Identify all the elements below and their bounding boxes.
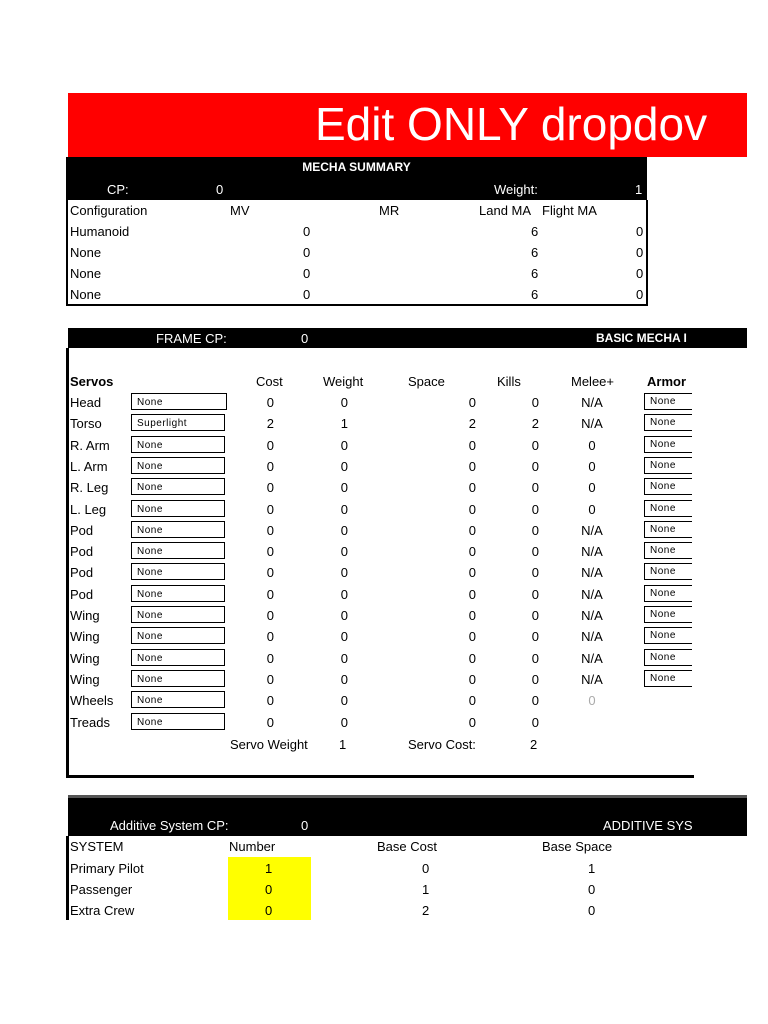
servo-weight: 0	[340, 459, 348, 474]
servo-space: 0	[468, 438, 476, 453]
servo-cost: 0	[266, 651, 274, 666]
header-mr: MR	[379, 203, 400, 218]
servo-name: Pod	[70, 523, 94, 538]
config-mv: 0	[303, 224, 311, 239]
armor-dropdown[interactable]: None	[644, 649, 692, 666]
servo-kills: 0	[531, 480, 539, 495]
header-weight: Weight	[323, 374, 364, 389]
system-base-space: 1	[588, 861, 596, 876]
servo-type-dropdown[interactable]: None	[131, 649, 225, 666]
servo-space: 0	[468, 544, 476, 559]
servo-melee: N/A	[581, 544, 603, 559]
servo-space: 0	[468, 480, 476, 495]
config-mv: 0	[303, 287, 311, 302]
servo-space: 0	[468, 523, 476, 538]
servo-melee: N/A	[581, 587, 603, 602]
servo-type-dropdown[interactable]: None	[131, 436, 225, 453]
weight-value: 1	[635, 182, 643, 197]
servo-weight: 0	[340, 438, 348, 453]
servo-space: 0	[468, 608, 476, 623]
servo-cost: 0	[266, 715, 274, 730]
servo-name: Head	[70, 395, 102, 410]
servo-name: Treads	[70, 715, 110, 730]
servo-kills: 0	[531, 565, 539, 580]
servo-melee: N/A	[581, 629, 603, 644]
header-cost: Cost	[256, 374, 283, 389]
servo-name: Wheels	[70, 693, 114, 708]
summary-table	[66, 200, 648, 306]
servo-type-dropdown[interactable]: None	[131, 500, 225, 517]
header-servos: Servos	[70, 374, 114, 389]
servo-space: 2	[468, 416, 476, 431]
servo-cost: 0	[266, 395, 274, 410]
additive-cp-label: Additive System CP:	[110, 818, 229, 833]
header-configuration: Configuration	[70, 203, 148, 218]
servo-type-dropdown[interactable]: None	[131, 585, 225, 602]
servo-cost-value: 2	[530, 737, 538, 752]
servo-kills: 0	[531, 523, 539, 538]
armor-dropdown[interactable]: None	[644, 457, 692, 474]
servo-name: Pod	[70, 565, 94, 580]
servo-cost: 0	[266, 523, 274, 538]
servo-space: 0	[468, 502, 476, 517]
servo-weight: 0	[340, 693, 348, 708]
servo-kills: 0	[531, 715, 539, 730]
servo-name: L. Arm	[70, 459, 108, 474]
servo-melee: N/A	[581, 608, 603, 623]
armor-dropdown[interactable]: None	[644, 414, 692, 431]
config-name[interactable]: None	[70, 287, 102, 302]
servo-kills: 0	[531, 587, 539, 602]
servo-melee: N/A	[581, 523, 603, 538]
servo-kills: 0	[531, 502, 539, 517]
servo-cost: 0	[266, 629, 274, 644]
config-flight-ma: 0	[636, 287, 644, 302]
armor-dropdown[interactable]: None	[644, 436, 692, 453]
header-flight-ma: Flight MA	[542, 203, 597, 218]
config-land-ma: 6	[531, 287, 539, 302]
servo-weight: 0	[340, 565, 348, 580]
weight-label: Weight:	[494, 182, 538, 197]
servo-name: Torso	[70, 416, 102, 431]
config-flight-ma: 0	[636, 224, 644, 239]
servo-type-dropdown[interactable]: Superlight	[131, 414, 225, 431]
system-base-space: 0	[588, 903, 596, 918]
servo-space: 0	[468, 715, 476, 730]
servo-weight: 0	[340, 523, 348, 538]
armor-dropdown[interactable]: None	[644, 563, 692, 580]
servo-space: 0	[468, 565, 476, 580]
frame-section-title: BASIC MECHA I	[596, 331, 687, 345]
servo-kills: 0	[531, 438, 539, 453]
servo-name: R. Leg	[70, 480, 109, 495]
servo-weight: 0	[340, 672, 348, 687]
servo-weight: 0	[340, 544, 348, 559]
config-name[interactable]: None	[70, 245, 102, 260]
servo-cost: 0	[266, 544, 274, 559]
servo-cost-label: Servo Cost:	[408, 737, 476, 752]
servo-type-dropdown[interactable]: None	[131, 563, 225, 580]
header-land-ma: Land MA	[479, 203, 532, 218]
servo-kills: 0	[531, 544, 539, 559]
servo-type-dropdown[interactable]: None	[131, 670, 225, 687]
servo-cost: 0	[266, 608, 274, 623]
system-base-cost: 2	[422, 903, 430, 918]
config-land-ma: 6	[531, 224, 539, 239]
config-land-ma: 6	[531, 245, 539, 260]
cp-value: 0	[216, 182, 224, 197]
servo-weight: 0	[340, 629, 348, 644]
servo-type-dropdown[interactable]: None	[131, 542, 225, 559]
config-flight-ma: 0	[636, 245, 644, 260]
servo-melee: N/A	[581, 416, 603, 431]
servo-space: 0	[468, 587, 476, 602]
header-base-space: Base Space	[542, 839, 613, 854]
servo-cost: 0	[266, 502, 274, 517]
servo-weight-label: Servo Weight	[230, 737, 308, 752]
summary-title: MECHA SUMMARY	[302, 160, 411, 174]
armor-dropdown[interactable]: None	[644, 478, 692, 495]
armor-dropdown[interactable]: None	[644, 585, 692, 602]
servo-kills: 0	[531, 672, 539, 687]
servo-type-dropdown[interactable]: None	[131, 457, 225, 474]
servo-name: Pod	[70, 587, 94, 602]
frame-cp-value: 0	[301, 331, 309, 346]
additive-section-title: ADDITIVE SYS	[603, 818, 693, 833]
header-kills: Kills	[497, 374, 521, 389]
servo-weight: 0	[340, 395, 348, 410]
servo-melee: 0	[588, 480, 596, 495]
config-land-ma: 6	[531, 266, 539, 281]
servo-melee: N/A	[581, 672, 603, 687]
servo-melee: N/A	[581, 565, 603, 580]
servo-kills: 2	[531, 416, 539, 431]
system-base-cost: 1	[422, 882, 430, 897]
servo-melee: 0	[588, 502, 596, 517]
servo-weight-value: 1	[339, 737, 347, 752]
servo-type-dropdown[interactable]: None	[131, 606, 225, 623]
servo-cost: 0	[266, 565, 274, 580]
armor-dropdown[interactable]: None	[644, 393, 692, 410]
config-mv: 0	[303, 266, 311, 281]
servo-type-dropdown[interactable]: None	[131, 393, 227, 410]
servo-weight: 0	[340, 608, 348, 623]
servo-weight: 1	[340, 416, 348, 431]
cp-label: CP:	[107, 182, 129, 197]
servo-melee: 0	[588, 438, 596, 453]
additive-header	[68, 798, 747, 836]
servo-kills: 0	[531, 395, 539, 410]
servo-cost: 0	[266, 587, 274, 602]
servo-kills: 0	[531, 459, 539, 474]
frame-cp-label: FRAME CP:	[156, 331, 227, 346]
servo-type-dropdown[interactable]: None	[131, 478, 225, 495]
servo-kills: 0	[531, 629, 539, 644]
servo-weight: 0	[340, 587, 348, 602]
header-number: Number	[229, 839, 276, 854]
summary-header	[66, 157, 647, 200]
system-name: Passenger	[70, 882, 133, 897]
system-name: Primary Pilot	[70, 861, 144, 876]
servo-weight: 0	[340, 651, 348, 666]
servo-space: 0	[468, 651, 476, 666]
frame-header	[68, 328, 747, 348]
header-mv: MV	[230, 203, 250, 218]
armor-dropdown[interactable]: None	[644, 521, 692, 538]
servo-type-dropdown[interactable]: None	[131, 691, 225, 708]
servo-type-dropdown[interactable]: None	[131, 521, 225, 538]
servo-space: 0	[468, 395, 476, 410]
servo-kills: 0	[531, 608, 539, 623]
servo-name: Wing	[70, 651, 100, 666]
servo-melee: 0	[588, 693, 596, 708]
armor-dropdown[interactable]: None	[644, 606, 692, 623]
banner-text: Edit ONLY dropdov	[315, 98, 708, 150]
header-base-cost: Base Cost	[377, 839, 437, 854]
servo-kills: 0	[531, 651, 539, 666]
armor-dropdown[interactable]: None	[644, 542, 692, 559]
config-name[interactable]: None	[70, 266, 102, 281]
system-number[interactable]: 1	[265, 861, 273, 876]
armor-dropdown[interactable]: None	[644, 500, 692, 517]
config-name[interactable]: Humanoid	[70, 224, 130, 239]
servo-type-dropdown[interactable]: None	[131, 627, 225, 644]
servo-cost: 0	[266, 693, 274, 708]
header-melee: Melee+	[571, 374, 614, 389]
servo-space: 0	[468, 672, 476, 687]
header-armor: Armor	[647, 374, 687, 389]
servo-cost: 0	[266, 438, 274, 453]
system-number[interactable]: 0	[265, 903, 273, 918]
servo-weight: 0	[340, 715, 348, 730]
servo-cost: 0	[266, 459, 274, 474]
armor-dropdown[interactable]: None	[644, 670, 692, 687]
config-mv: 0	[303, 245, 311, 260]
header-system: SYSTEM	[70, 839, 124, 854]
servo-space: 0	[468, 629, 476, 644]
system-base-cost: 0	[422, 861, 430, 876]
servo-name: Wing	[70, 608, 100, 623]
servo-cost: 0	[266, 672, 274, 687]
servo-space: 0	[468, 693, 476, 708]
servo-melee: N/A	[581, 651, 603, 666]
additive-cp-value: 0	[301, 818, 309, 833]
additive-border	[66, 836, 69, 920]
servo-melee: 0	[588, 459, 596, 474]
header-space: Space	[408, 374, 445, 389]
servo-weight: 0	[340, 502, 348, 517]
servo-space: 0	[468, 459, 476, 474]
servo-kills: 0	[531, 693, 539, 708]
servo-cost: 0	[266, 480, 274, 495]
servo-name: Wing	[70, 629, 100, 644]
system-number[interactable]: 0	[265, 882, 273, 897]
servo-melee: N/A	[581, 395, 603, 410]
system-base-space: 0	[588, 882, 596, 897]
servo-name: R. Arm	[70, 438, 110, 453]
servo-name: Wing	[70, 672, 100, 687]
servo-name: Pod	[70, 544, 94, 559]
instruction-banner	[68, 93, 747, 157]
config-flight-ma: 0	[636, 266, 644, 281]
servo-cost: 2	[266, 416, 274, 431]
servo-weight: 0	[340, 480, 348, 495]
servo-type-dropdown[interactable]: None	[131, 713, 225, 730]
servo-name: L. Leg	[70, 502, 107, 517]
system-name: Extra Crew	[70, 903, 135, 918]
armor-dropdown[interactable]: None	[644, 627, 692, 644]
